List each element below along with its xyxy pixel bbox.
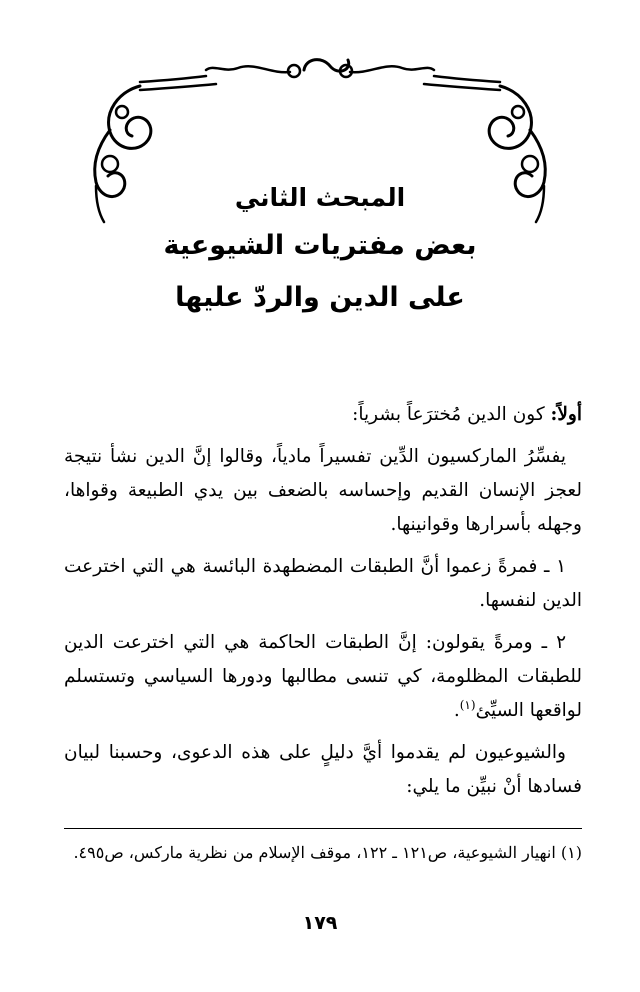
section-title-line-2: على الدين والردّ عليها xyxy=(175,282,465,313)
page-number: ١٧٩ xyxy=(302,912,338,934)
section-titles xyxy=(120,176,520,324)
paragraph-3-end: . xyxy=(453,700,460,721)
footnote-reference[interactable]: (١) xyxy=(459,697,476,712)
left-ring-bottom xyxy=(102,156,118,172)
corner-spiral-left xyxy=(109,86,151,148)
footnote-1: (١) انهيار الشيوعية، ص١٢١ ـ ١٢٢، موقف الإسلام من نظرية ماركس، ص٤٩٥. xyxy=(73,843,582,862)
paragraph-4: والشيوعيون لم يقدموا أيَّ دليلٍ على هذه الدعوى، وحسبنا لبيان فسادها أنْ نبيِّن ما يلي: xyxy=(64,742,582,797)
top-scroll-left xyxy=(206,66,290,72)
footnote-divider xyxy=(64,828,582,829)
top-scroll-right xyxy=(350,66,434,72)
paragraph-3-text: ٢ ـ ومرةً يقولون: إنَّ الطبقات الحاكمة هي التي اخترعت الدين للطبقات المظلومة، كي تنسى مطالبها ودورها السياسي وتستسلم لواقعها السيِّئ xyxy=(64,632,582,721)
paragraph-3 xyxy=(64,626,582,728)
subheading xyxy=(64,398,582,432)
section-title-line-1: بعض مفتريات الشيوعية xyxy=(163,230,477,261)
left-ring-top xyxy=(116,106,128,118)
paragraph-2: ١ ـ فمرةً زعموا أنَّ الطبقات المضطهدة البائسة هي التي اخترعت الدين لنفسها. xyxy=(64,556,582,611)
corner-spiral-right xyxy=(489,86,531,148)
right-ring-bottom xyxy=(522,156,538,172)
top-bar-right xyxy=(424,76,500,90)
paragraph-1: يفسِّرُ الماركسيون الدِّين تفسيراً مادياً، وقالوا إنَّ الدين نشأ نتيجة لعجز الإنسان القديم وإحساسه بالضعف بين يدي الطبيعة وقواها، وجهله بأسرارها وقوانينها. xyxy=(64,446,582,535)
subheading-rest: كون الدين مُخترَعاً بشرياً: xyxy=(352,404,551,425)
right-ring-top xyxy=(512,106,524,118)
subheading-lead: أولاً: xyxy=(550,404,582,425)
top-bar-left xyxy=(140,76,216,90)
section-kicker: المبحث الثاني xyxy=(234,183,406,212)
body-text xyxy=(64,398,582,812)
